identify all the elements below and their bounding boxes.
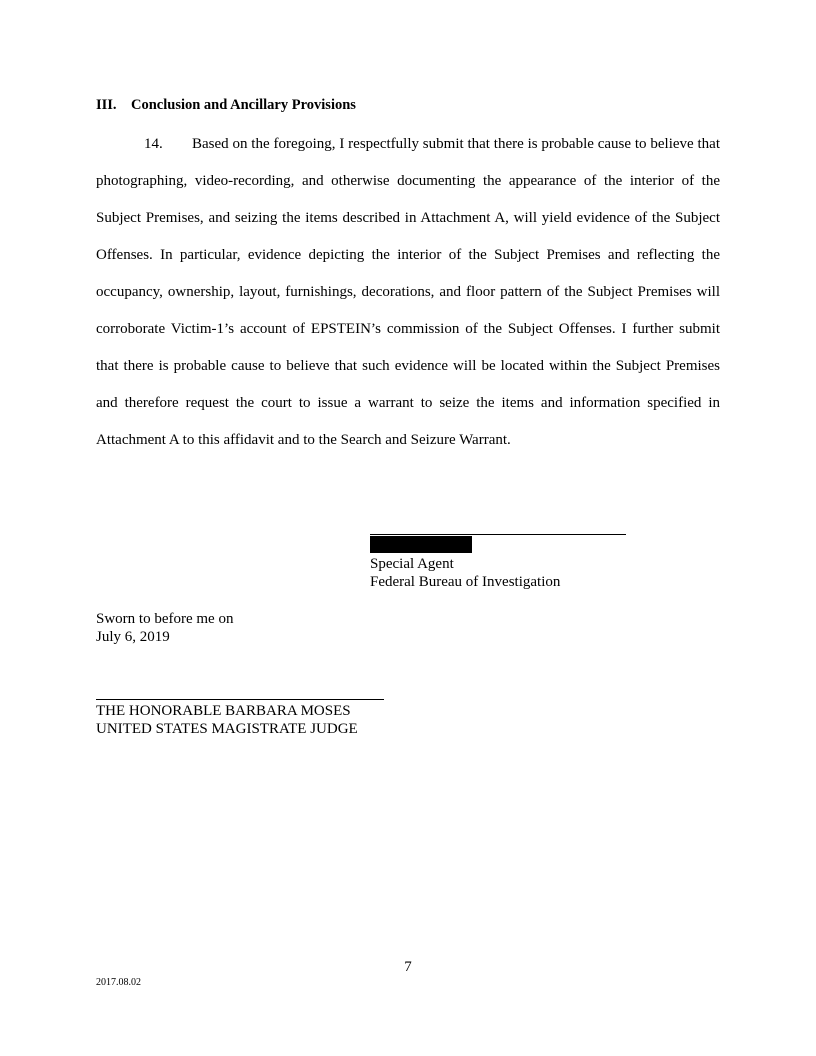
- section-heading: [96, 96, 356, 114]
- judge-block: [96, 702, 358, 738]
- judge-signature-line: [96, 699, 384, 700]
- redacted-signature-name: [370, 536, 472, 553]
- page-number: 7: [404, 959, 412, 975]
- form-code: 2017.08.02: [96, 977, 141, 988]
- section-title: Conclusion and Ancillary Provisions: [131, 97, 356, 113]
- paragraph-14: [96, 126, 720, 459]
- sworn-statement: [96, 610, 233, 646]
- sworn-date: July 6, 2019: [96, 629, 170, 645]
- signer-agency: Federal Bureau of Investigation: [370, 574, 561, 590]
- signature-block: [370, 555, 560, 591]
- signer-title: Special Agent: [370, 556, 454, 572]
- paragraph-number: 14.: [144, 136, 163, 152]
- judge-title: UNITED STATES MAGISTRATE JUDGE: [96, 721, 358, 737]
- sworn-text: Sworn to before me on: [96, 611, 234, 627]
- judge-name: THE HONORABLE BARBARA MOSES: [96, 703, 351, 719]
- paragraph-text: Based on the foregoing, I respectfully submit that there is probable cause to believe that photographing, video-recording, and otherwise documenting the appearance of the interior of the Subject Premises, and seizing the items described in Attachment A, will yield evidence of the Subject Offenses. In particular, evidence depicting the interior of the Subject Premises and reflecting the occupancy, ownership, layout, furnishings, decorations, and floor pattern of the Subject Premises will corroborate Victim-1’s account of EPSTEIN’s commission of the Subject Offenses. I further submit that there is probable cause to believe that such evidence will be located within the Subject Premises and therefore request the court to issue a warrant to seize the items and information specified in Attachment A to this affidavit and to the Search and Seizure Warrant.: [96, 136, 720, 448]
- section-number: III.: [96, 97, 117, 113]
- signature-line: [370, 534, 626, 535]
